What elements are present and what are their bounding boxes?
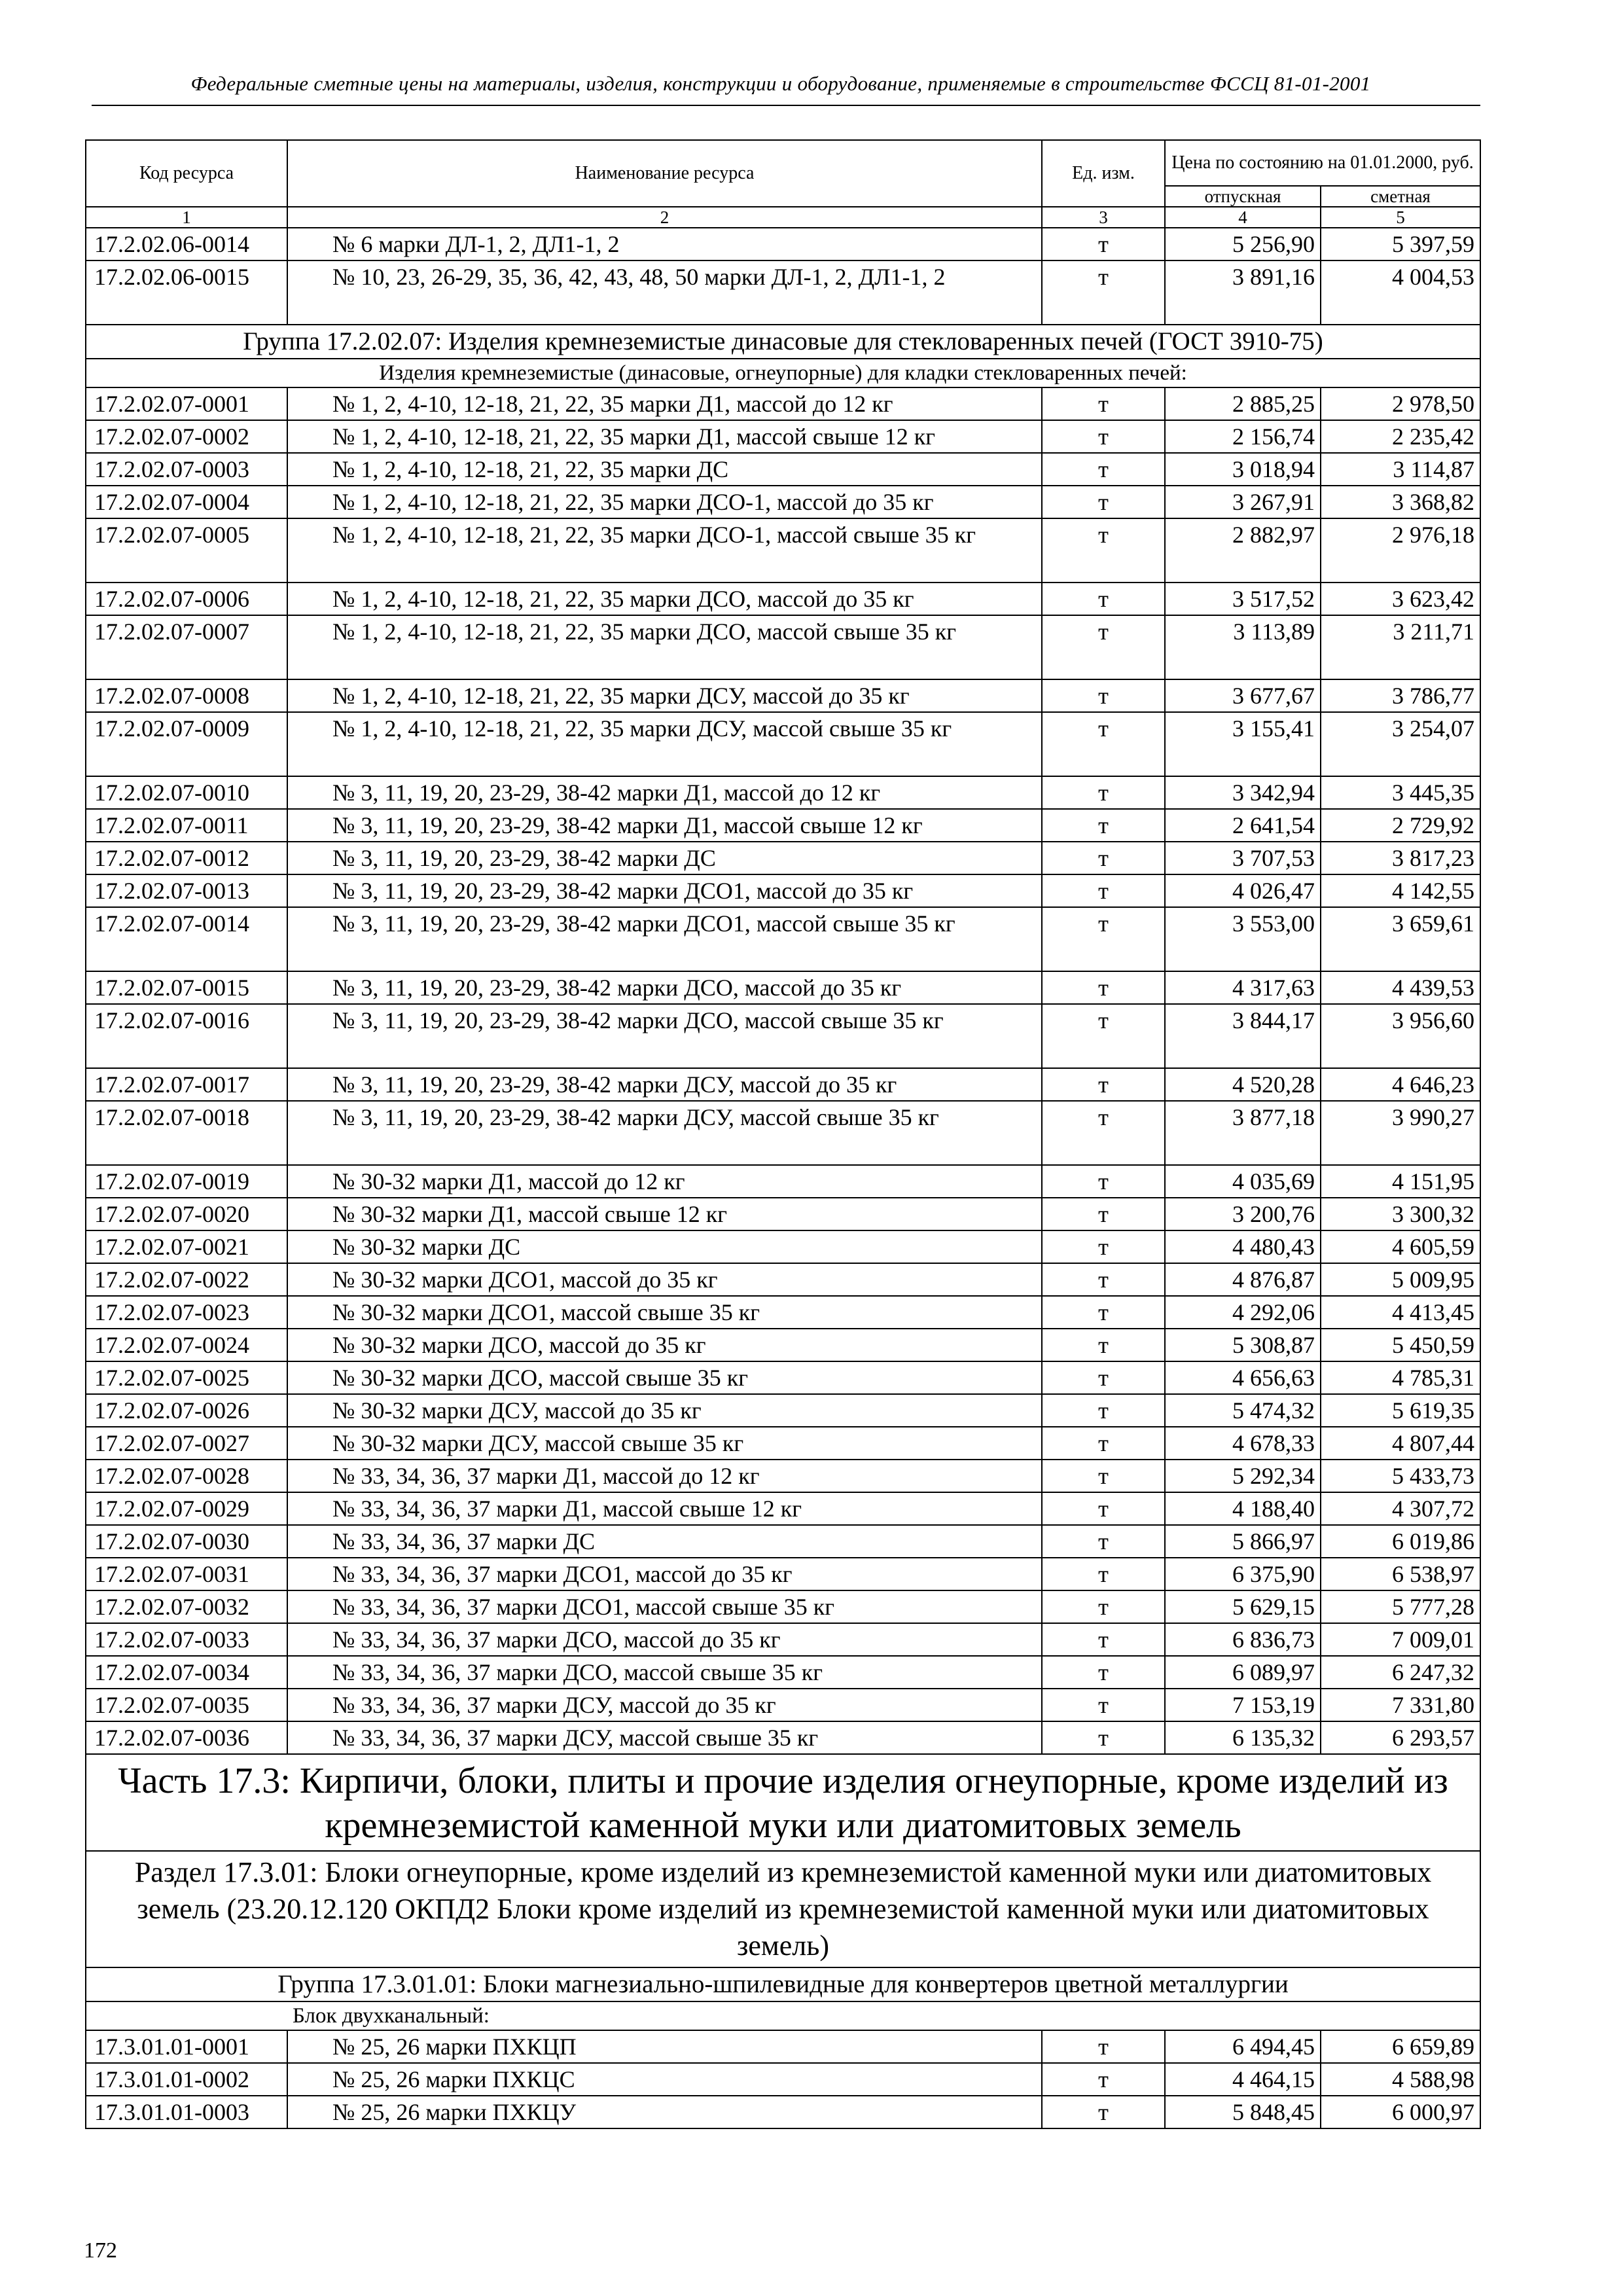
release-price: 4 876,87 [1165,1263,1321,1296]
resource-name: № 25, 26 марки ПХКЦП [287,2030,1042,2063]
unit-cell: т [1042,1004,1165,1068]
group-title: Группа 17.2.02.07: Изделия кремнеземистые динасовые для стекловаренных печей (ГОСТ 3910-75) [86,325,1480,359]
resource-name: № 1, 2, 4-10, 12-18, 21, 22, 35 марки ДСУ, массой свыше 35 кг [287,712,1042,776]
resource-name: № 30-32 марки ДСО1, массой до 35 кг [287,1263,1042,1296]
estimate-price: 3 659,61 [1321,907,1480,971]
unit-cell: т [1042,1263,1165,1296]
resource-code: 17.2.02.07-0001 [86,387,287,420]
resource-code: 17.2.02.07-0020 [86,1198,287,1230]
unit-cell: т [1042,387,1165,420]
release-price: 5 292,34 [1165,1460,1321,1492]
group-17-2-02-07 [86,325,1480,387]
estimate-price: 3 211,71 [1321,615,1480,679]
resource-code: 17.2.02.06-0014 [86,228,287,260]
release-price: 3 677,67 [1165,679,1321,712]
group-subtitle: Блок двухканальный: [287,2001,1480,2030]
unit-cell: т [1042,1460,1165,1492]
release-price: 3 267,91 [1165,486,1321,518]
resource-code: 17.2.02.07-0013 [86,874,287,907]
table-row [86,518,1480,583]
table-row [86,1623,1480,1656]
release-price: 3 517,52 [1165,583,1321,615]
unit-cell: т [1042,842,1165,874]
table-row [86,1068,1480,1101]
resource-name: № 1, 2, 4-10, 12-18, 21, 22, 35 марки Д1, массой свыше 12 кг [287,420,1042,453]
release-price: 3 844,17 [1165,1004,1321,1068]
table-row [86,387,1480,420]
estimate-price: 4 151,95 [1321,1165,1480,1198]
table-row [86,1656,1480,1689]
header-rule [92,105,1480,106]
price-table [85,139,1481,2129]
resource-code: 17.3.01.01-0002 [86,2063,287,2096]
table-row [86,712,1480,776]
resource-code: 17.2.02.07-0021 [86,1230,287,1263]
estimate-price: 5 397,59 [1321,228,1480,260]
estimate-price: 4 646,23 [1321,1068,1480,1101]
resource-name: № 30-32 марки ДСУ, массой до 35 кг [287,1394,1042,1427]
table-row [86,679,1480,712]
col-number: 3 [1042,207,1165,228]
release-price: 6 135,32 [1165,1721,1321,1754]
resource-name: № 3, 11, 19, 20, 23-29, 38-42 марки Д1, массой свыше 12 кг [287,809,1042,842]
resource-name: № 25, 26 марки ПХКЦУ [287,2096,1042,2128]
release-price: 2 885,25 [1165,387,1321,420]
estimate-price: 4 785,31 [1321,1361,1480,1394]
table-row [86,1460,1480,1492]
table-row [86,1296,1480,1329]
estimate-price: 5 777,28 [1321,1590,1480,1623]
col-number: 5 [1321,207,1480,228]
col-header-estimate: сметная [1321,186,1480,207]
resource-name: № 3, 11, 19, 20, 23-29, 38-42 марки ДСО, массой до 35 кг [287,971,1042,1004]
resource-code: 17.3.01.01-0001 [86,2030,287,2063]
estimate-price: 5 009,95 [1321,1263,1480,1296]
resource-code: 17.2.02.07-0014 [86,907,287,971]
table-row [86,2063,1480,2096]
estimate-price: 4 307,72 [1321,1492,1480,1525]
table-row [86,842,1480,874]
estimate-price: 7 331,80 [1321,1689,1480,1721]
estimate-price: 3 300,32 [1321,1198,1480,1230]
unit-cell: т [1042,486,1165,518]
resource-name: № 33, 34, 36, 37 марки ДСО, массой до 35 кг [287,1623,1042,1656]
estimate-price: 3 817,23 [1321,842,1480,874]
resource-code: 17.2.02.07-0029 [86,1492,287,1525]
table-row [86,1263,1480,1296]
resource-code: 17.2.02.07-0031 [86,1558,287,1590]
resource-name: № 33, 34, 36, 37 марки Д1, массой до 12 кг [287,1460,1042,1492]
unit-cell: т [1042,1427,1165,1460]
estimate-price: 3 368,82 [1321,486,1480,518]
release-price: 3 342,94 [1165,776,1321,809]
unit-cell: т [1042,971,1165,1004]
release-price: 6 836,73 [1165,1623,1321,1656]
table-row [86,1590,1480,1623]
estimate-price: 6 538,97 [1321,1558,1480,1590]
estimate-price: 4 605,59 [1321,1230,1480,1263]
estimate-price: 6 019,86 [1321,1525,1480,1558]
resource-code: 17.2.02.07-0012 [86,842,287,874]
resource-code: 17.2.02.07-0027 [86,1427,287,1460]
table-row [86,453,1480,486]
estimate-price: 7 009,01 [1321,1623,1480,1656]
unit-cell: т [1042,2030,1165,2063]
resource-code: 17.2.02.07-0005 [86,518,287,583]
estimate-price: 6 293,57 [1321,1721,1480,1754]
resource-code: 17.2.02.07-0023 [86,1296,287,1329]
unit-cell: т [1042,1590,1165,1623]
table-row [86,874,1480,907]
release-price: 4 035,69 [1165,1165,1321,1198]
resource-name: № 30-32 марки ДСУ, массой свыше 35 кг [287,1427,1042,1460]
resource-code: 17.2.02.07-0009 [86,712,287,776]
unit-cell: т [1042,1165,1165,1198]
resource-code: 17.2.02.07-0034 [86,1656,287,1689]
col-number: 2 [287,207,1042,228]
unit-cell: т [1042,907,1165,971]
group-subtitle: Изделия кремнеземистые (динасовые, огнеупорные) для кладки стекловаренных печей: [86,359,1480,387]
table-row [86,1101,1480,1165]
table-row [86,971,1480,1004]
table-row [86,1004,1480,1068]
resource-name: № 30-32 марки ДС [287,1230,1042,1263]
estimate-price: 3 786,77 [1321,679,1480,712]
part-17-3 [86,1754,1480,2030]
table-row [86,776,1480,809]
resource-name: № 33, 34, 36, 37 марки ДСО, массой свыше 35 кг [287,1656,1042,1689]
resource-name: № 3, 11, 19, 20, 23-29, 38-42 марки ДСО1, массой свыше 35 кг [287,907,1042,971]
estimate-price: 6 659,89 [1321,2030,1480,2063]
unit-cell: т [1042,1721,1165,1754]
release-price: 3 018,94 [1165,453,1321,486]
top-rows [86,228,1480,325]
table-row [86,615,1480,679]
unit-cell: т [1042,1689,1165,1721]
resource-code: 17.2.02.07-0026 [86,1394,287,1427]
unit-cell: т [1042,1198,1165,1230]
release-price: 3 200,76 [1165,1198,1321,1230]
resource-code: 17.2.02.07-0003 [86,453,287,486]
unit-cell: т [1042,1068,1165,1101]
unit-cell: т [1042,1361,1165,1394]
unit-cell: т [1042,453,1165,486]
col-header-release: отпускная [1165,186,1321,207]
unit-cell: т [1042,712,1165,776]
running-header: Федеральные сметные цены на материалы, изделия, конструкции и оборудование, применяемые в строительстве ФССЦ 81-01-2001 [190,72,1371,95]
resource-name: № 1, 2, 4-10, 12-18, 21, 22, 35 марки ДСО-1, массой до 35 кг [287,486,1042,518]
unit-cell: т [1042,776,1165,809]
table-row [86,1329,1480,1361]
resource-name: № 30-32 марки Д1, массой до 12 кг [287,1165,1042,1198]
table-row [86,1721,1480,1754]
release-price: 4 678,33 [1165,1427,1321,1460]
resource-name: № 33, 34, 36, 37 марки ДСО1, массой до 35 кг [287,1558,1042,1590]
release-price: 3 155,41 [1165,712,1321,776]
estimate-price: 4 588,98 [1321,2063,1480,2096]
release-price: 4 188,40 [1165,1492,1321,1525]
part-title: Часть 17.3: Кирпичи, блоки, плиты и прочие изделия огнеупорные, кроме изделий из кремнеземистой каменной муки или диатомитовых земель [86,1754,1480,1851]
resource-code: 17.2.02.07-0006 [86,583,287,615]
release-price: 5 629,15 [1165,1590,1321,1623]
table-row [86,228,1480,260]
table-row [86,583,1480,615]
estimate-price: 3 956,60 [1321,1004,1480,1068]
resource-code: 17.2.02.07-0022 [86,1263,287,1296]
resource-name: № 1, 2, 4-10, 12-18, 21, 22, 35 марки ДСО, массой свыше 35 кг [287,615,1042,679]
resource-code: 17.2.02.07-0024 [86,1329,287,1361]
resource-code: 17.2.02.07-0035 [86,1689,287,1721]
release-price: 5 866,97 [1165,1525,1321,1558]
release-price: 5 848,45 [1165,2096,1321,2128]
estimate-price: 5 450,59 [1321,1329,1480,1361]
resource-name: № 30-32 марки ДСО, массой свыше 35 кг [287,1361,1042,1394]
col-number: 1 [86,207,287,228]
release-price: 5 308,87 [1165,1329,1321,1361]
unit-cell: т [1042,1558,1165,1590]
estimate-price: 4 142,55 [1321,874,1480,907]
release-price: 2 641,54 [1165,809,1321,842]
unit-cell: т [1042,228,1165,260]
resource-code: 17.2.02.07-0015 [86,971,287,1004]
unit-cell: т [1042,1394,1165,1427]
release-price: 4 656,63 [1165,1361,1321,1394]
resource-name: № 3, 11, 19, 20, 23-29, 38-42 марки ДСО, массой свыше 35 кг [287,1004,1042,1068]
group2-rows [86,2030,1480,2128]
col-header-unit: Ед. изм. [1042,140,1165,207]
resource-name: № 3, 11, 19, 20, 23-29, 38-42 марки ДСУ, массой до 35 кг [287,1068,1042,1101]
unit-cell: т [1042,420,1165,453]
resource-name: № 3, 11, 19, 20, 23-29, 38-42 марки Д1, массой до 12 кг [287,776,1042,809]
release-price: 7 153,19 [1165,1689,1321,1721]
col-header-price-group: Цена по состоянию на 01.01.2000, руб. [1165,140,1480,186]
release-price: 4 520,28 [1165,1068,1321,1101]
release-price: 3 553,00 [1165,907,1321,971]
resource-code: 17.2.02.07-0002 [86,420,287,453]
col-number: 4 [1165,207,1321,228]
unit-cell: т [1042,2096,1165,2128]
resource-code: 17.2.02.06-0015 [86,260,287,325]
estimate-price: 6 000,97 [1321,2096,1480,2128]
unit-cell: т [1042,518,1165,583]
estimate-price: 2 729,92 [1321,809,1480,842]
estimate-price: 4 439,53 [1321,971,1480,1004]
resource-name: № 10, 23, 26-29, 35, 36, 42, 43, 48, 50 марки ДЛ-1, 2, ДЛ1-1, 2 [287,260,1042,325]
resource-code: 17.2.02.07-0011 [86,809,287,842]
resource-code: 17.2.02.07-0025 [86,1361,287,1394]
table-row [86,1361,1480,1394]
section-title: Раздел 17.3.01: Блоки огнеупорные, кроме изделий из кремнеземистой каменной муки или диатомитовых земель (23.20.12.120 ОКПД2 Блоки кроме изделий из кремнеземистой каменной муки или диатомитовых земель) [86,1851,1480,1967]
group1-rows [86,387,1480,1754]
release-price: 4 464,15 [1165,2063,1321,2096]
release-price: 3 707,53 [1165,842,1321,874]
release-price: 4 480,43 [1165,1230,1321,1263]
table-row [86,1165,1480,1198]
table-row [86,2096,1480,2128]
estimate-price: 5 433,73 [1321,1460,1480,1492]
unit-cell: т [1042,1296,1165,1329]
resource-code: 17.2.02.07-0008 [86,679,287,712]
resource-code: 17.2.02.07-0036 [86,1721,287,1754]
table-row [86,1394,1480,1427]
estimate-price: 3 114,87 [1321,453,1480,486]
estimate-price: 2 976,18 [1321,518,1480,583]
release-price: 3 877,18 [1165,1101,1321,1165]
col-header-name: Наименование ресурса [287,140,1042,207]
resource-name: № 1, 2, 4-10, 12-18, 21, 22, 35 марки Д1, массой до 12 кг [287,387,1042,420]
resource-name: № 30-32 марки ДСО, массой до 35 кг [287,1329,1042,1361]
table-row [86,260,1480,325]
resource-code: 17.2.02.07-0007 [86,615,287,679]
unit-cell: т [1042,809,1165,842]
estimate-price: 3 990,27 [1321,1101,1480,1165]
resource-name: № 33, 34, 36, 37 марки Д1, массой свыше 12 кг [287,1492,1042,1525]
resource-name: № 33, 34, 36, 37 марки ДСУ, массой до 35 кг [287,1689,1042,1721]
estimate-price: 4 413,45 [1321,1296,1480,1329]
resource-name: № 1, 2, 4-10, 12-18, 21, 22, 35 марки ДС [287,453,1042,486]
release-price: 3 113,89 [1165,615,1321,679]
unit-cell: т [1042,583,1165,615]
release-price: 5 474,32 [1165,1394,1321,1427]
resource-name: № 1, 2, 4-10, 12-18, 21, 22, 35 марки ДСО, массой до 35 кг [287,583,1042,615]
resource-name: № 6 марки ДЛ-1, 2, ДЛ1-1, 2 [287,228,1042,260]
resource-name: № 30-32 марки Д1, массой свыше 12 кг [287,1198,1042,1230]
resource-name: № 3, 11, 19, 20, 23-29, 38-42 марки ДС [287,842,1042,874]
unit-cell: т [1042,1525,1165,1558]
unit-cell: т [1042,2063,1165,2096]
resource-code: 17.2.02.07-0019 [86,1165,287,1198]
release-price: 6 494,45 [1165,2030,1321,2063]
table-row [86,486,1480,518]
col-header-code: Код ресурса [86,140,287,207]
unit-cell: т [1042,1492,1165,1525]
resource-name: № 1, 2, 4-10, 12-18, 21, 22, 35 марки ДСУ, массой до 35 кг [287,679,1042,712]
resource-name: № 33, 34, 36, 37 марки ДС [287,1525,1042,1558]
estimate-price: 5 619,35 [1321,1394,1480,1427]
release-price: 4 026,47 [1165,874,1321,907]
unit-cell: т [1042,1329,1165,1361]
table-row [86,1689,1480,1721]
release-price: 3 891,16 [1165,260,1321,325]
release-price: 4 292,06 [1165,1296,1321,1329]
unit-cell: т [1042,260,1165,325]
unit-cell: т [1042,679,1165,712]
estimate-price: 4 807,44 [1321,1427,1480,1460]
resource-code: 17.2.02.07-0032 [86,1590,287,1623]
resource-code: 17.2.02.07-0028 [86,1460,287,1492]
unit-cell: т [1042,1656,1165,1689]
page-number: 172 [84,2238,117,2263]
unit-cell: т [1042,1230,1165,1263]
unit-cell: т [1042,1623,1165,1656]
resource-code: 17.2.02.07-0004 [86,486,287,518]
release-price: 6 089,97 [1165,1656,1321,1689]
table-row [86,1525,1480,1558]
estimate-price: 3 254,07 [1321,712,1480,776]
unit-cell: т [1042,874,1165,907]
resource-name: № 33, 34, 36, 37 марки ДСО1, массой свыше 35 кг [287,1590,1042,1623]
resource-code: 17.2.02.07-0010 [86,776,287,809]
table-row [86,1198,1480,1230]
resource-code: 17.3.01.01-0003 [86,2096,287,2128]
table-row [86,1558,1480,1590]
resource-name: № 30-32 марки ДСО1, массой свыше 35 кг [287,1296,1042,1329]
release-price: 2 882,97 [1165,518,1321,583]
release-price: 6 375,90 [1165,1558,1321,1590]
unit-cell: т [1042,615,1165,679]
blank-cell [86,2001,287,2030]
resource-code: 17.2.02.07-0033 [86,1623,287,1656]
resource-code: 17.2.02.07-0017 [86,1068,287,1101]
resource-name: № 25, 26 марки ПХКЦС [287,2063,1042,2096]
release-price: 5 256,90 [1165,228,1321,260]
release-price: 4 317,63 [1165,971,1321,1004]
table-row [86,809,1480,842]
resource-name: № 33, 34, 36, 37 марки ДСУ, массой свыше 35 кг [287,1721,1042,1754]
table-header [86,140,1480,228]
table-row [86,1427,1480,1460]
estimate-price: 3 623,42 [1321,583,1480,615]
group-title: Группа 17.3.01.01: Блоки магнезиально-шпилевидные для конвертеров цветной металлургии [86,1967,1480,2001]
release-price: 2 156,74 [1165,420,1321,453]
resource-name: № 3, 11, 19, 20, 23-29, 38-42 марки ДСО1, массой до 35 кг [287,874,1042,907]
estimate-price: 6 247,32 [1321,1656,1480,1689]
resource-name: № 1, 2, 4-10, 12-18, 21, 22, 35 марки ДСО-1, массой свыше 35 кг [287,518,1042,583]
resource-code: 17.2.02.07-0018 [86,1101,287,1165]
resource-name: № 3, 11, 19, 20, 23-29, 38-42 марки ДСУ, массой свыше 35 кг [287,1101,1042,1165]
estimate-price: 3 445,35 [1321,776,1480,809]
resource-code: 17.2.02.07-0016 [86,1004,287,1068]
table-row [86,907,1480,971]
table-row [86,420,1480,453]
estimate-price: 2 978,50 [1321,387,1480,420]
table-row [86,1230,1480,1263]
unit-cell: т [1042,1101,1165,1165]
resource-code: 17.2.02.07-0030 [86,1525,287,1558]
table-row [86,1492,1480,1525]
estimate-price: 2 235,42 [1321,420,1480,453]
estimate-price: 4 004,53 [1321,260,1480,325]
table-row [86,2030,1480,2063]
